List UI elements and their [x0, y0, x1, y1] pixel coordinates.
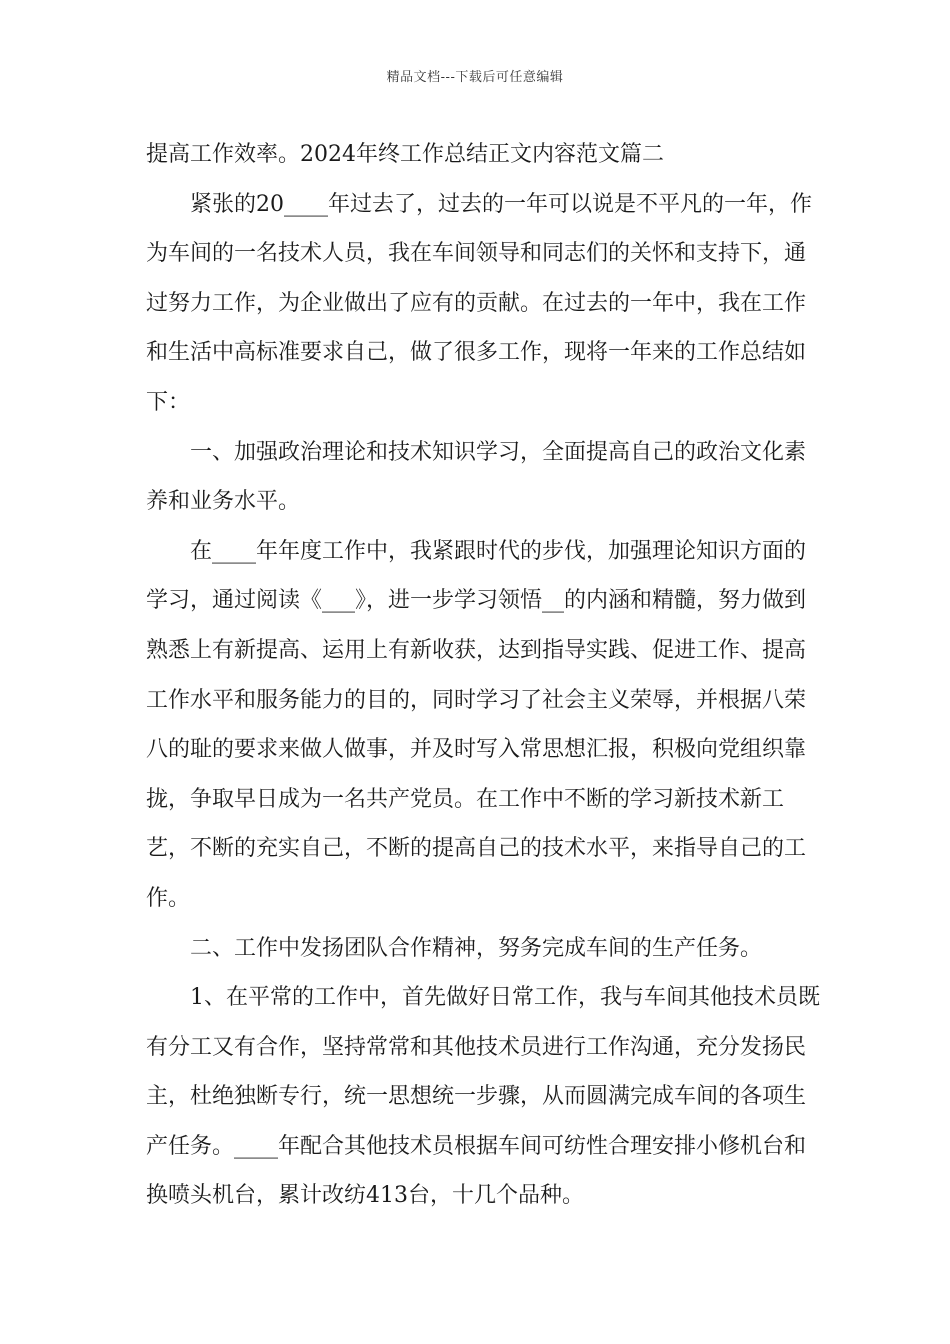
- paragraph-study: 在____年年度工作中，我紧跟时代的步伐，加强理论知识方面的学习，通过阅读《___》，进一步学习领悟__的内涵和精髓，努力做到熟悉上有新提高、运用上有新收获，达到指导实践、促进工作、提高工作水平和服务能力的目的，同时学习了社会主义荣辱，并根据八荣八的耻的要求来做人做事，并及时写入常思想汇报，积极向党组织靠拢，争取早日成为一名共产党员。在工作中不断的学习新技术新工艺，不断的充实自己，不断的提高自己的技术水平，来指导自己的工作。: [146, 538, 807, 911]
- paragraph-teamwork: 1、在平常的工作中，首先做好日常工作，我与车间其他技术员既有分工又有合作，坚持常常和其他技术员进行工作沟通，充分发扬民主，杜绝独断专行，统一思想统一步骤，从而圆满完成车间的各项生产任务。____年配合其他技术员根据车间可纺性合理安排小修机台和换喷头机台，累计改纺413台，十几个品种。: [146, 985, 820, 1209]
- section-heading-1: 一、加强政治理论和技术知识学习，全面提高自己的政治文化素养和业务水平。: [146, 439, 807, 515]
- paragraph-intro: 紧张的20____年过去了，过去的一年可以说是不平凡的一年，作为车间的一名技术人员，我在车间领导和同志们的关怀和支持下，通过努力工作，为企业做出了应有的贡献。在过去的一年中，我在工作和生活中高标准要求自己，做了很多工作，现将一年来的工作总结如下：: [146, 191, 812, 415]
- page-header: 精品文档---下载后可任意编辑: [386, 70, 564, 85]
- paragraph-continuation: 提高工作效率。2024年终工作总结正文内容范文篇二: [146, 142, 664, 167]
- section-heading-2: 二、工作中发扬团队合作精神，努务完成车间的生产任务。: [190, 935, 763, 961]
- document-body: [146, 130, 826, 1221]
